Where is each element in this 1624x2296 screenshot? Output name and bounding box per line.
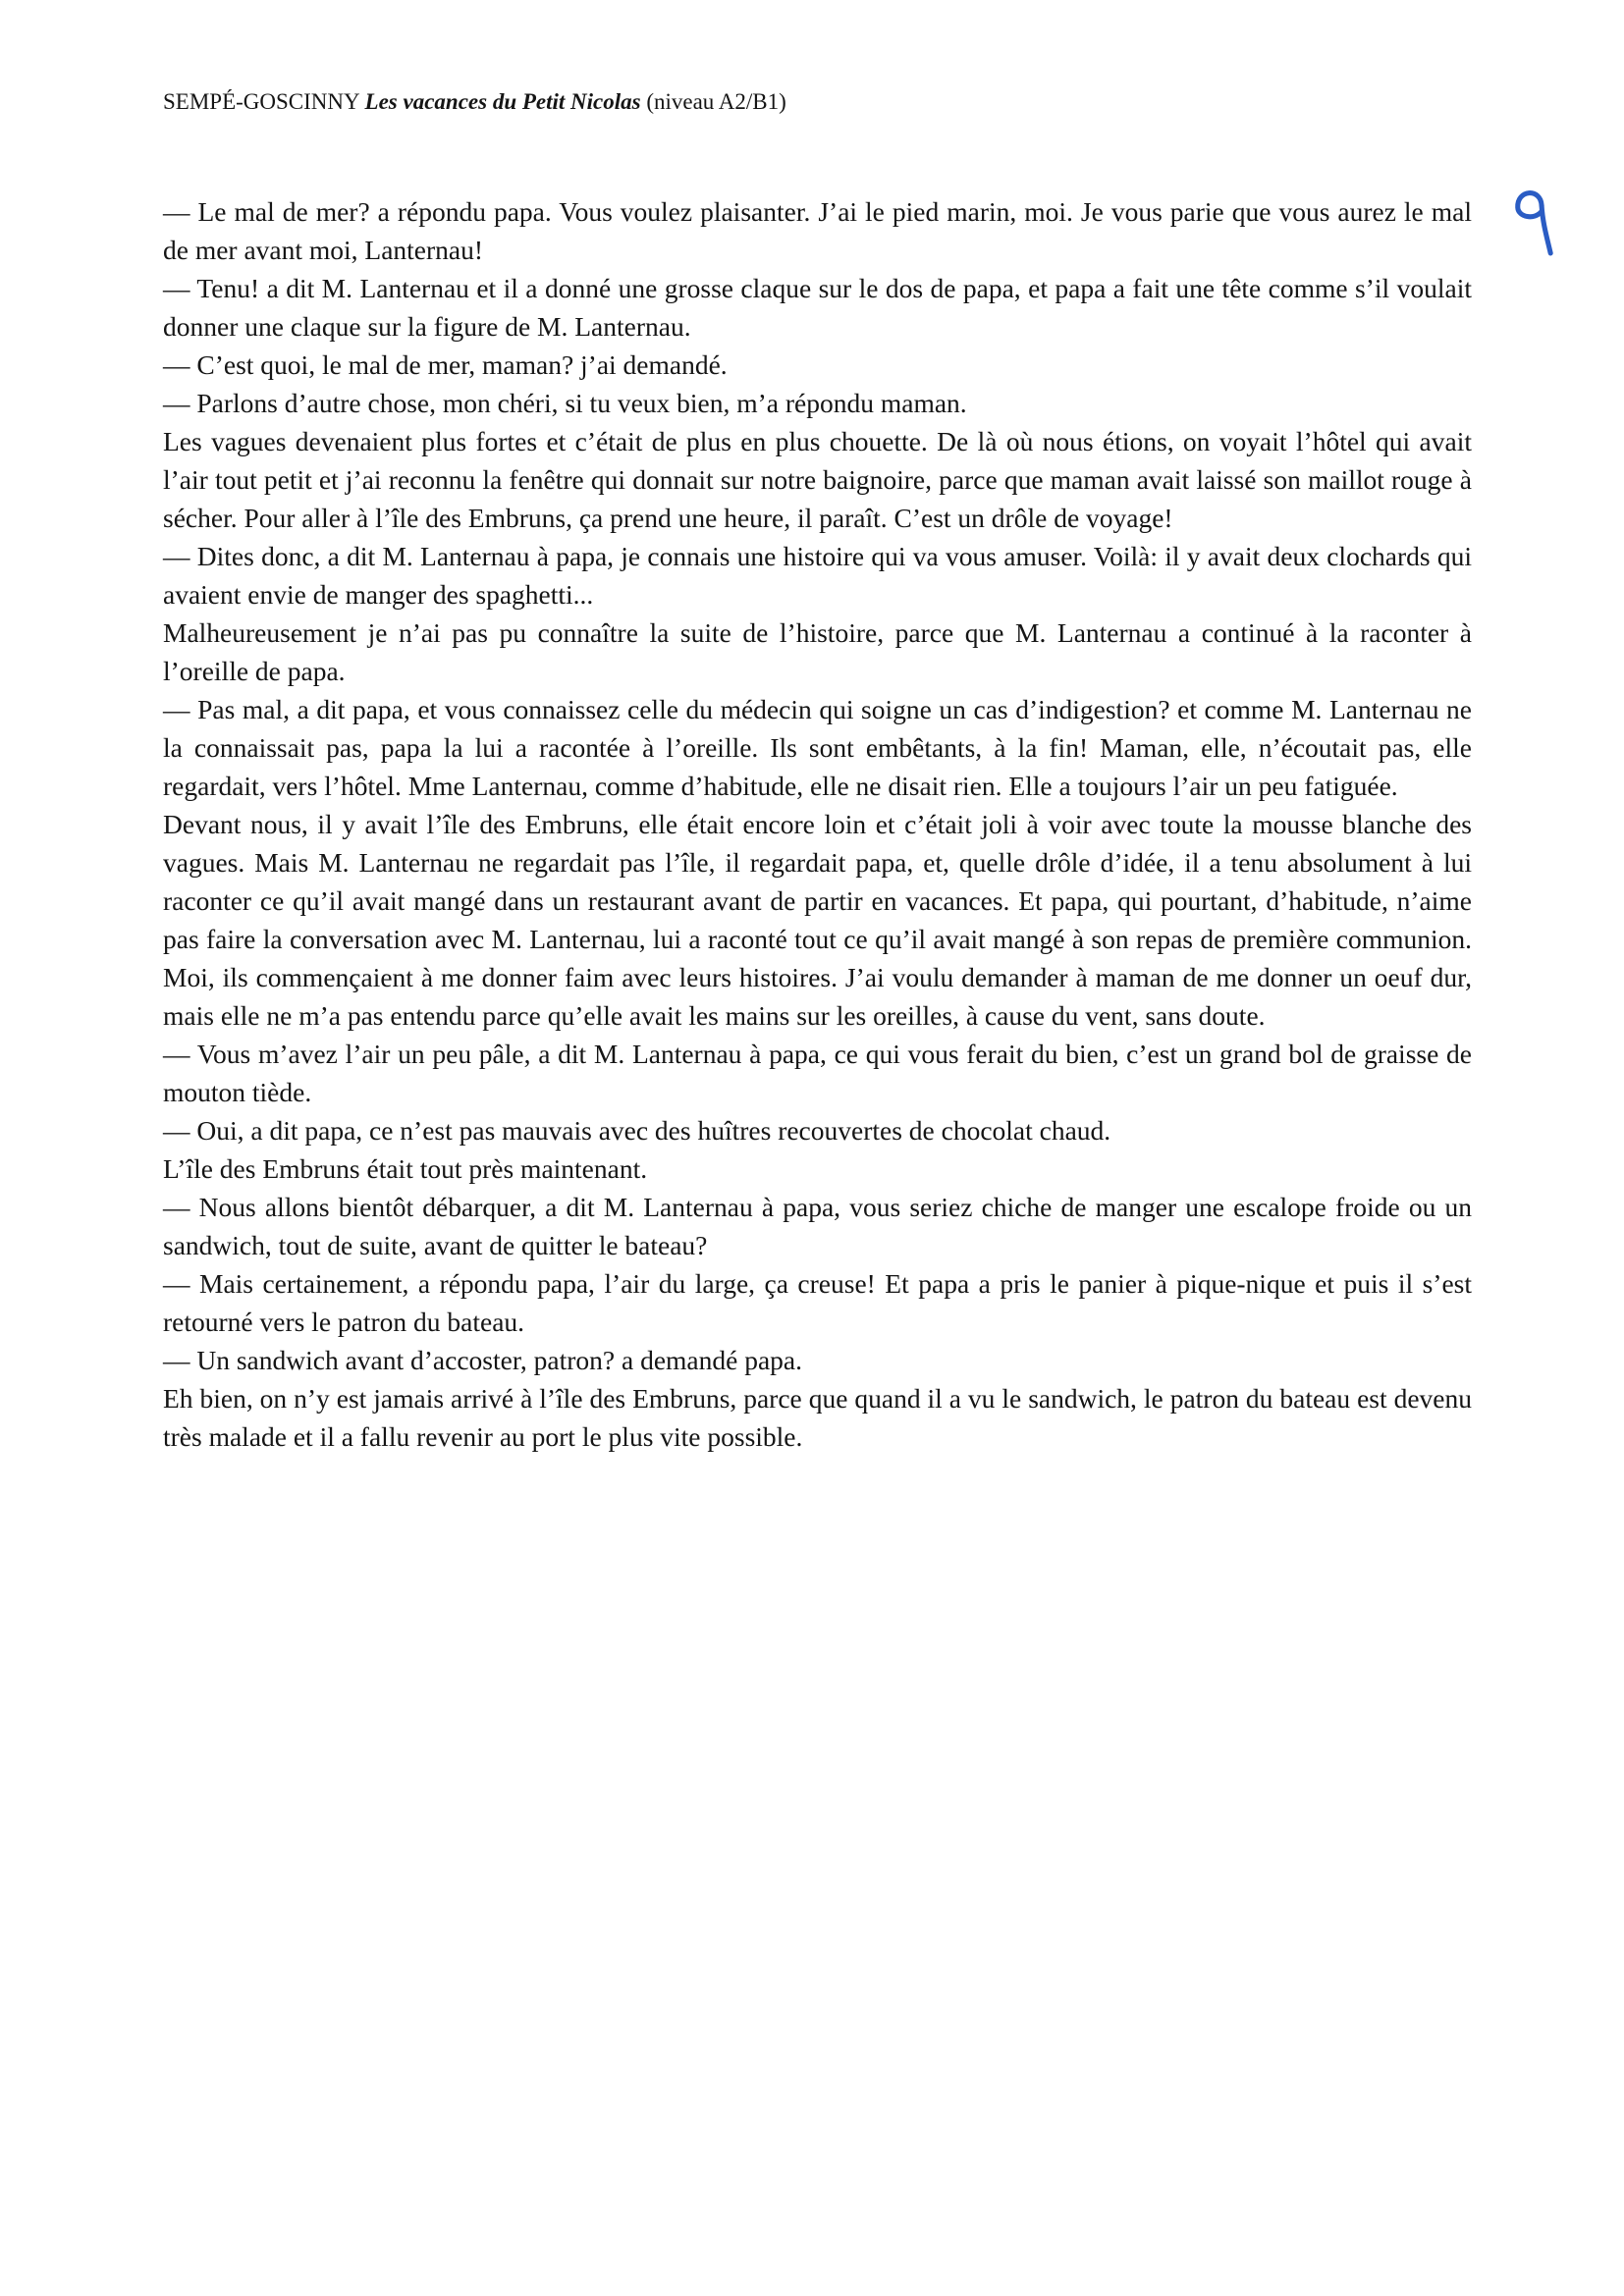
paragraph: — Tenu! a dit M. Lanternau et il a donné une grosse claque sur le dos de papa, et papa a fait une tête comme s’il voulait donner une claque sur la figure de M. Lanternau. bbox=[163, 273, 1472, 342]
handwritten-nine-icon bbox=[1510, 185, 1561, 259]
paragraph: Malheureusement je n’ai pas pu connaître la suite de l’histoire, parce que M. Lanternau a continué à la raconter à l’oreille de papa. bbox=[163, 617, 1472, 686]
paragraph: — Le mal de mer? a répondu papa. Vous voulez plaisanter. J’ai le pied marin, moi. Je vous parie que vous aurez le mal de mer avant moi, Lanternau! bbox=[163, 196, 1472, 265]
paragraph: — Dites donc, a dit M. Lanternau à papa, je connais une histoire qui va vous amuser. Voilà: il y avait deux clochards qui avaient envie de manger des spaghetti... bbox=[163, 541, 1472, 610]
paragraph: Eh bien, on n’y est jamais arrivé à l’île des Embruns, parce que quand il a vu le sandwich, le patron du bateau est devenu très malade et il a fallu revenir au port le plus vite possible. bbox=[163, 1383, 1472, 1452]
paragraph: Devant nous, il y avait l’île des Embruns, elle était encore loin et c’était joli à voir avec toute la mousse blanche des vagues. Mais M. Lanternau ne regardait pas l’île, il regardait papa, et, quelle drôle d’idée, il a tenu absolument à lui raconter ce qu’il avait mangé dans un restaurant avant de partir en vacances. Et papa, qui pourtant, d’habitude, n’aime pas faire la conversation avec M. Lanternau, lui a raconté tout ce qu’il avait mangé à son repas de première communion. Moi, ils commençaient à me donner faim avec leurs histoires. J’ai voulu demander à maman de me donner un oeuf dur, mais elle ne m’a pas entendu parce qu’elle avait les mains sur les oreilles, à cause du vent, sans doute. bbox=[163, 809, 1472, 1031]
paragraph: — Pas mal, a dit papa, et vous connaissez celle du médecin qui soigne un cas d’indigestion? et comme M. Lanternau ne la connaissait pas, papa la lui a racontée à l’oreille. Ils sont embêtants, à la fin! Maman, elle, n’écoutait pas, elle regardait, vers l’hôtel. Mme Lanternau, comme d’habitude, elle ne disait rien. Elle a toujours l’air un peu fatiguée. bbox=[163, 694, 1472, 801]
document-title: Les vacances du Petit Nicolas bbox=[364, 89, 641, 114]
paragraph: — Un sandwich avant d’accoster, patron? a demandé papa. bbox=[163, 1345, 802, 1375]
paragraph: — Vous m’avez l’air un peu pâle, a dit M. Lanternau à papa, ce qui vous ferait du bien, c’est un grand bol de graisse de mouton tiède. bbox=[163, 1039, 1472, 1107]
author-name: SEMPÉ-GOSCINNY bbox=[163, 89, 359, 114]
paragraph: — Nous allons bientôt débarquer, a dit M. Lanternau à papa, vous seriez chiche de manger une escalope froide ou un sandwich, tout de suite, avant de quitter le bateau? bbox=[163, 1192, 1472, 1260]
handwritten-page-number bbox=[1510, 185, 1561, 259]
paragraph: L’île des Embruns était tout près maintenant. bbox=[163, 1153, 648, 1184]
paragraph: — Mais certainement, a répondu papa, l’air du large, ça creuse! Et papa a pris le panier à pique-nique et puis il s’est retourné vers le patron du bateau. bbox=[163, 1268, 1472, 1337]
page-header bbox=[163, 88, 1479, 116]
paragraph: Les vagues devenaient plus fortes et c’était de plus en plus chouette. De là où nous étions, on voyait l’hôtel qui avait l’air tout petit et j’ai reconnu la fenêtre qui donnait sur notre baignoire, parce que maman avait laissé son maillot rouge à sécher. Pour aller à l’île des Embruns, ça prend une heure, il paraît. C’est un drôle de voyage! bbox=[163, 426, 1472, 533]
level-note: (niveau A2/B1) bbox=[646, 89, 786, 114]
paragraph: — Oui, a dit papa, ce n’est pas mauvais avec des huîtres recouvertes de chocolat chaud. bbox=[163, 1115, 1111, 1146]
paragraph: — Parlons d’autre chose, mon chéri, si tu veux bien, m’a répondu maman. bbox=[163, 388, 967, 418]
document-body bbox=[163, 192, 1472, 1456]
paragraph: — C’est quoi, le mal de mer, maman? j’ai demandé. bbox=[163, 349, 728, 380]
